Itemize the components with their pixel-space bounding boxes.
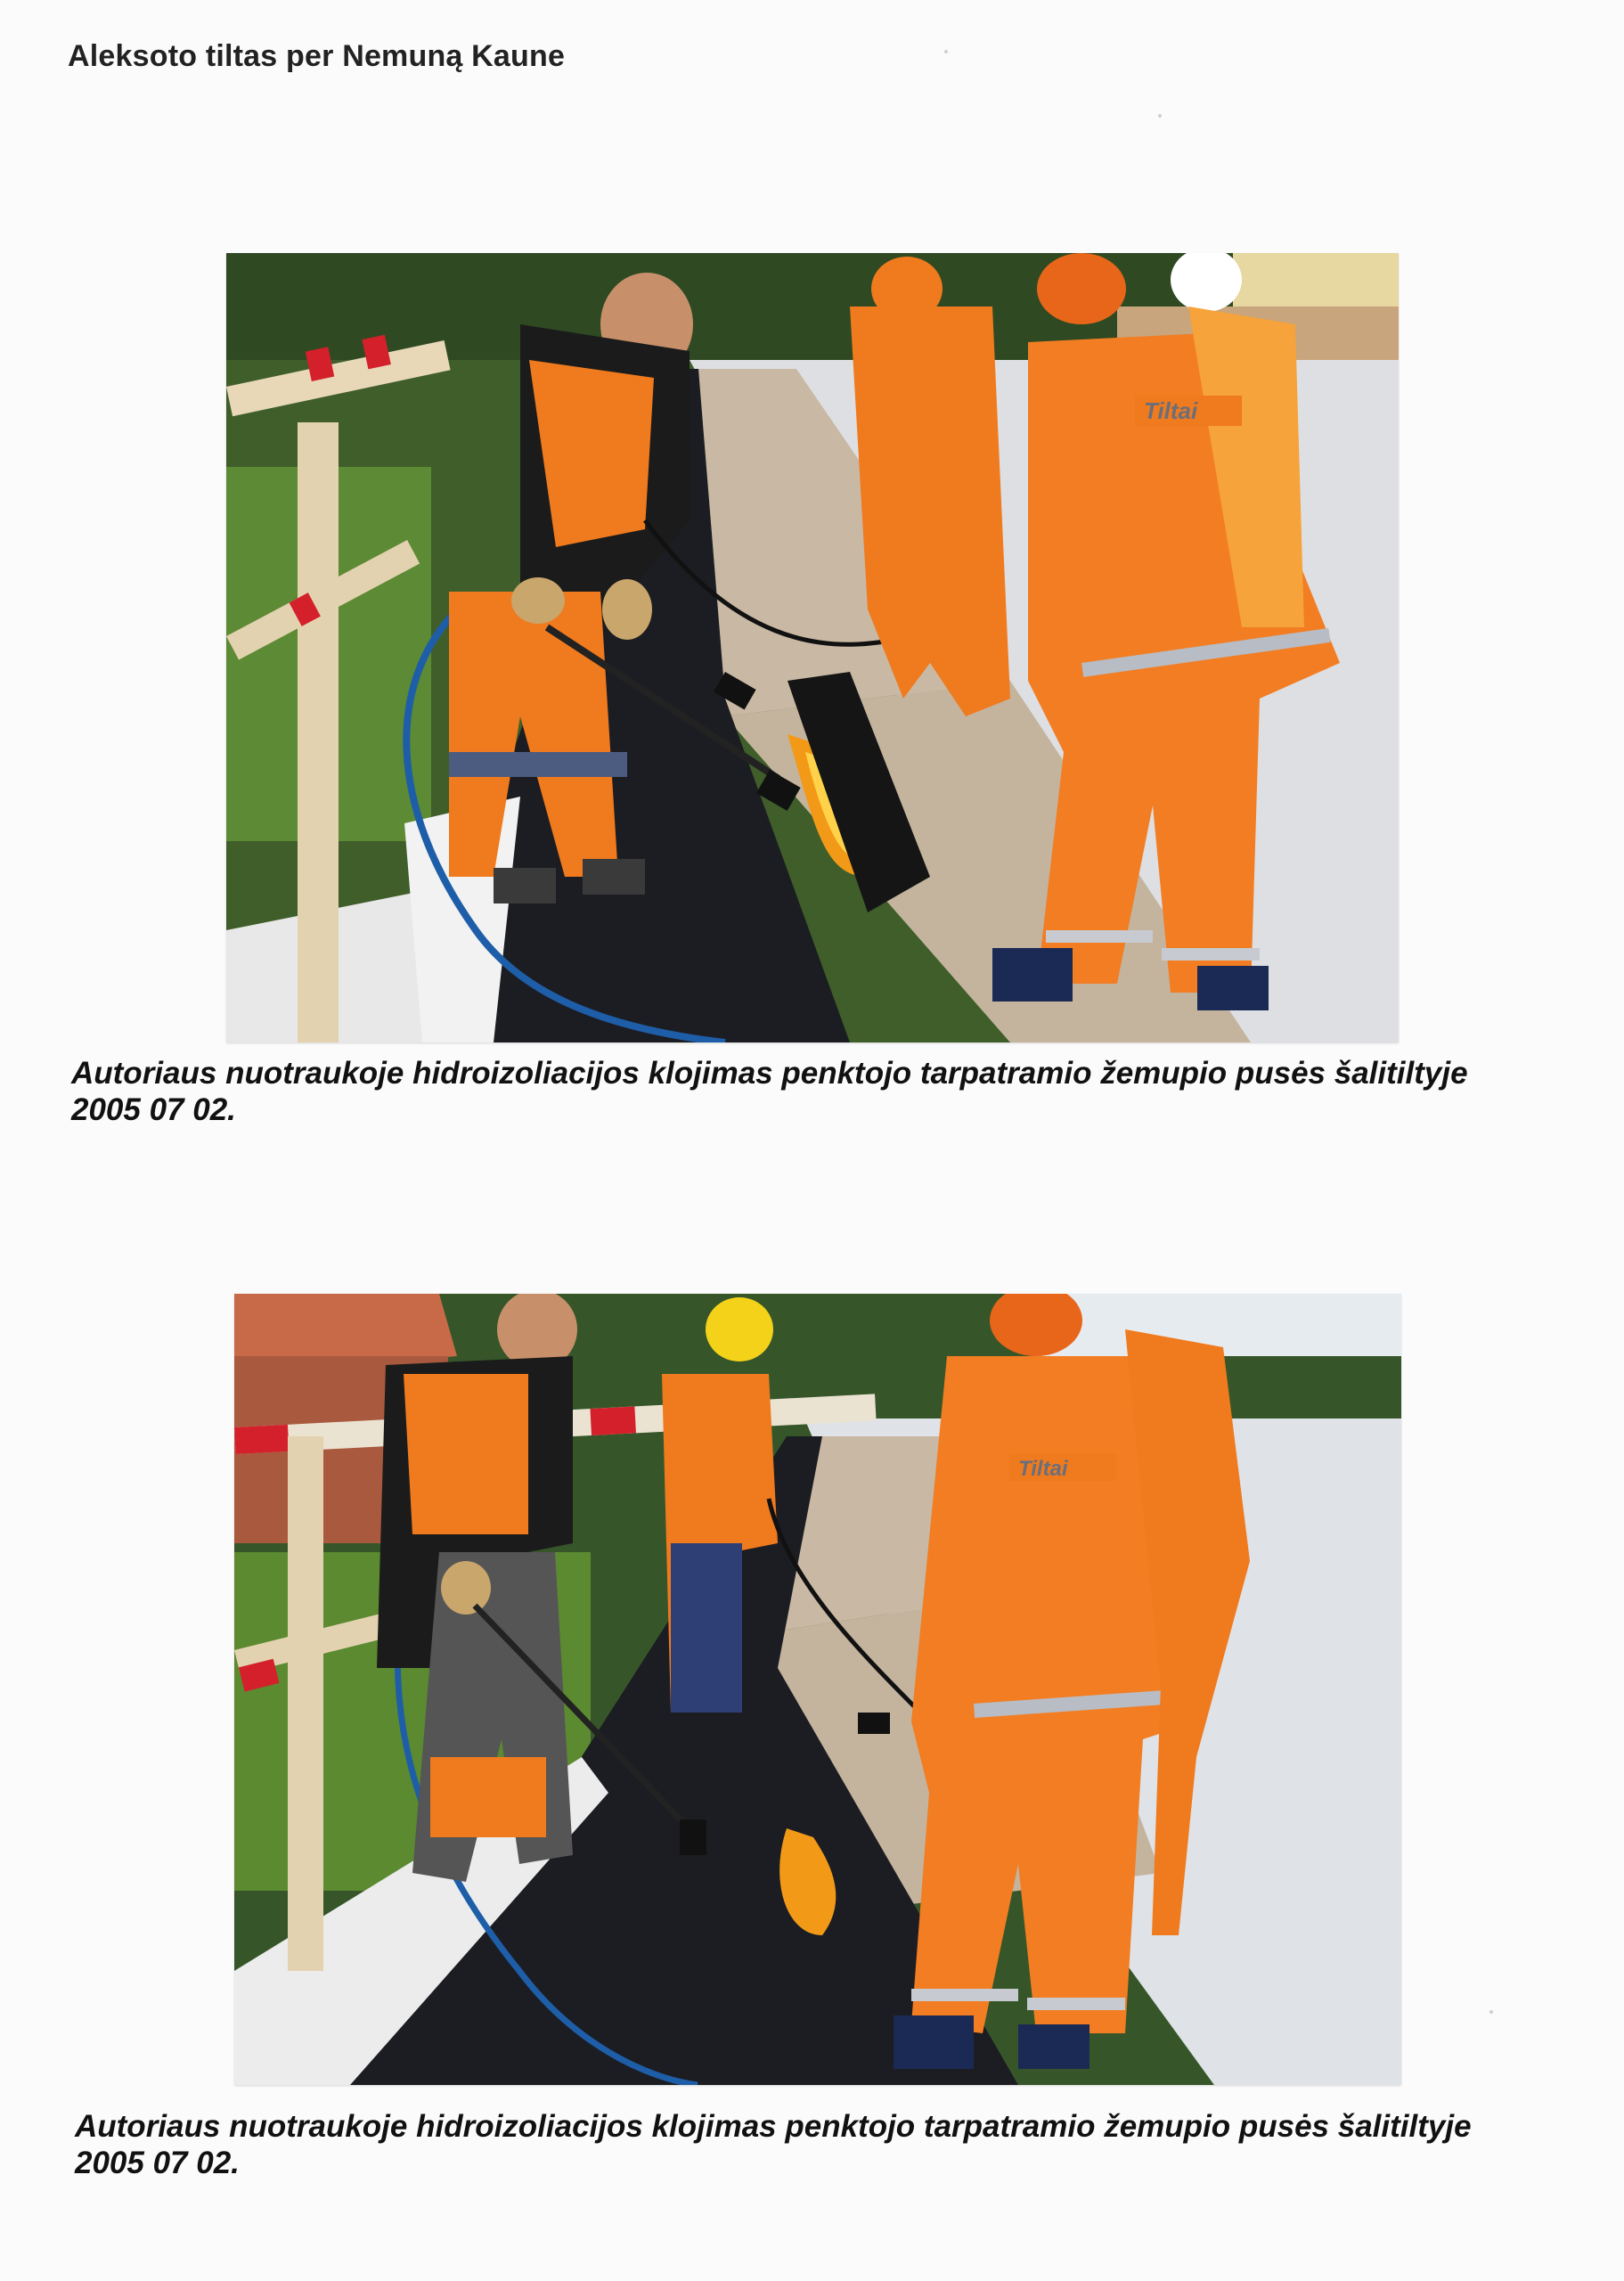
photo-caption [71, 1055, 1568, 1128]
scan-speck [944, 50, 948, 53]
caption-date: 2005 07 02. [71, 1092, 236, 1127]
scan-speck [1158, 114, 1162, 118]
caption-text: Autoriaus nuotraukoje hidroizoliacijos klojimas penktojo tarpatramio žemupio pusės šalitiltyje [75, 2109, 1472, 2144]
photo-caption [75, 2108, 1580, 2181]
caption-text: Autoriaus nuotraukoje hidroizoliacijos klojimas penktojo tarpatramio žemupio pusės šalitiltyje [71, 1056, 1468, 1091]
jacket-logo-text: Tiltai [1144, 397, 1198, 424]
caption-date: 2005 07 02. [75, 2146, 240, 2180]
jacket-logo-text: Tiltai [1018, 1457, 1068, 1481]
photo-workers-laying-waterproofing-2 [234, 1294, 1401, 2085]
scan-speck [1489, 2010, 1493, 2014]
photo-workers-laying-waterproofing-1 [226, 253, 1399, 1042]
page-title: Aleksoto tiltas per Nemuną Kaune [68, 39, 566, 73]
